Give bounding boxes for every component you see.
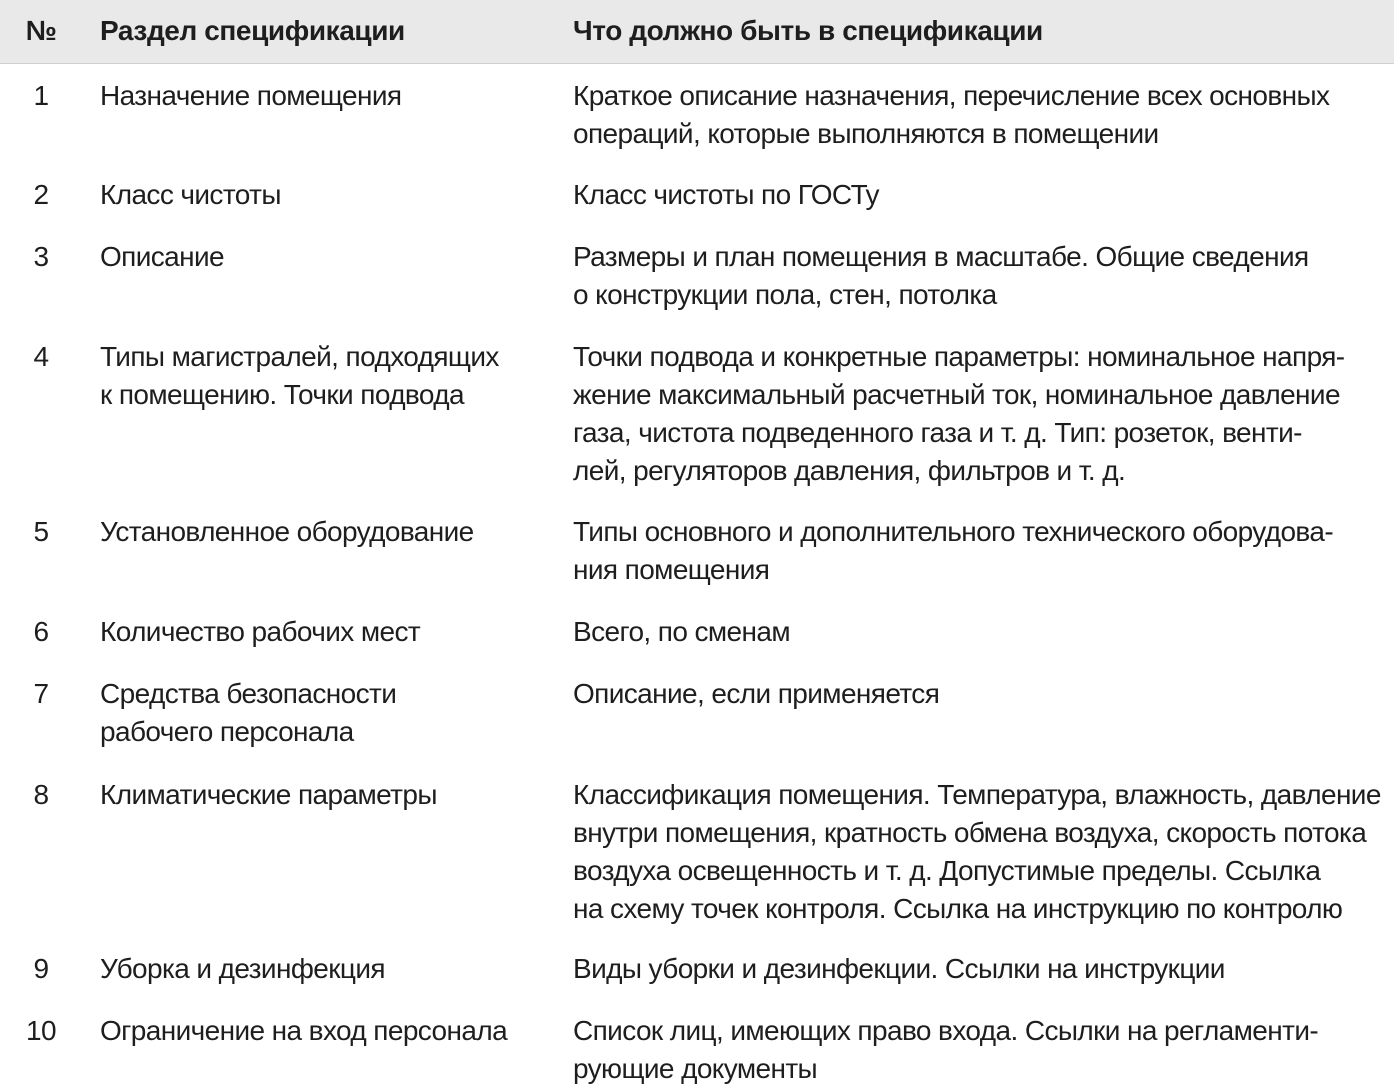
row-num: 3 xyxy=(33,241,49,272)
row-content: Типы основного и дополнительного технического оборудова- ния помещения xyxy=(573,516,1334,585)
row-content: Описание, если применяется xyxy=(573,678,940,709)
row-num: 10 xyxy=(26,1015,56,1046)
row-section: Уборка и дезинфекция xyxy=(100,953,385,984)
header-num: № xyxy=(25,15,57,46)
row-content: Классификация помещения. Температура, влажность, давление внутри помещения, кратность обмена воздуха, скорость потока воздуха освещенность и т. д. Допустимые пределы. Ссылка на схему точек контроля. Ссылка на инструкцию по контролю xyxy=(573,779,1381,924)
row-num: 8 xyxy=(33,779,49,810)
row-content: Список лиц, имеющих право входа. Ссылки на регламенти- рующие документы xyxy=(573,1015,1319,1084)
row-section: Класс чистоты xyxy=(100,179,281,210)
row-num: 4 xyxy=(33,341,49,372)
row-section: Средства безопасности рабочего персонала xyxy=(100,678,397,747)
row-num: 5 xyxy=(33,516,49,547)
row-num: 1 xyxy=(33,80,49,111)
row-num: 7 xyxy=(33,678,49,709)
row-content: Краткое описание назначения, перечисление всех основных операций, которые выполняются в помещении xyxy=(573,80,1330,149)
row-section: Назначение помещения xyxy=(100,80,402,111)
row-section: Типы магистралей, подходящих к помещению. Точки подвода xyxy=(100,341,499,410)
header-section: Раздел спецификации xyxy=(100,15,405,46)
row-content: Размеры и план помещения в масштабе. Общие сведения о конструкции пола, стен, потолка xyxy=(573,241,1309,310)
row-content: Точки подвода и конкретные параметры: номинальное напря- жение максимальный расчетный ток, номинальное давление газа, чистота подведенного газа и т. д. Тип: розеток, венти- лей, регуляторов давления, фильтров и т. д. xyxy=(573,341,1345,486)
row-content: Всего, по сменам xyxy=(573,616,790,647)
table-header xyxy=(0,0,1394,64)
row-section: Климатические параметры xyxy=(100,779,437,810)
row-content: Класс чистоты по ГОСТу xyxy=(573,179,879,210)
row-section: Описание xyxy=(100,241,225,272)
row-num: 9 xyxy=(33,953,49,984)
row-section: Ограничение на вход персонала xyxy=(100,1015,508,1046)
header-content: Что должно быть в спецификации xyxy=(573,15,1043,46)
row-content: Виды уборки и дезинфекции. Ссылки на инструкции xyxy=(573,953,1225,984)
row-section: Установленное оборудование xyxy=(100,516,474,547)
row-num: 2 xyxy=(33,179,49,210)
row-num: 6 xyxy=(33,616,49,647)
row-section: Количество рабочих мест xyxy=(100,616,421,647)
